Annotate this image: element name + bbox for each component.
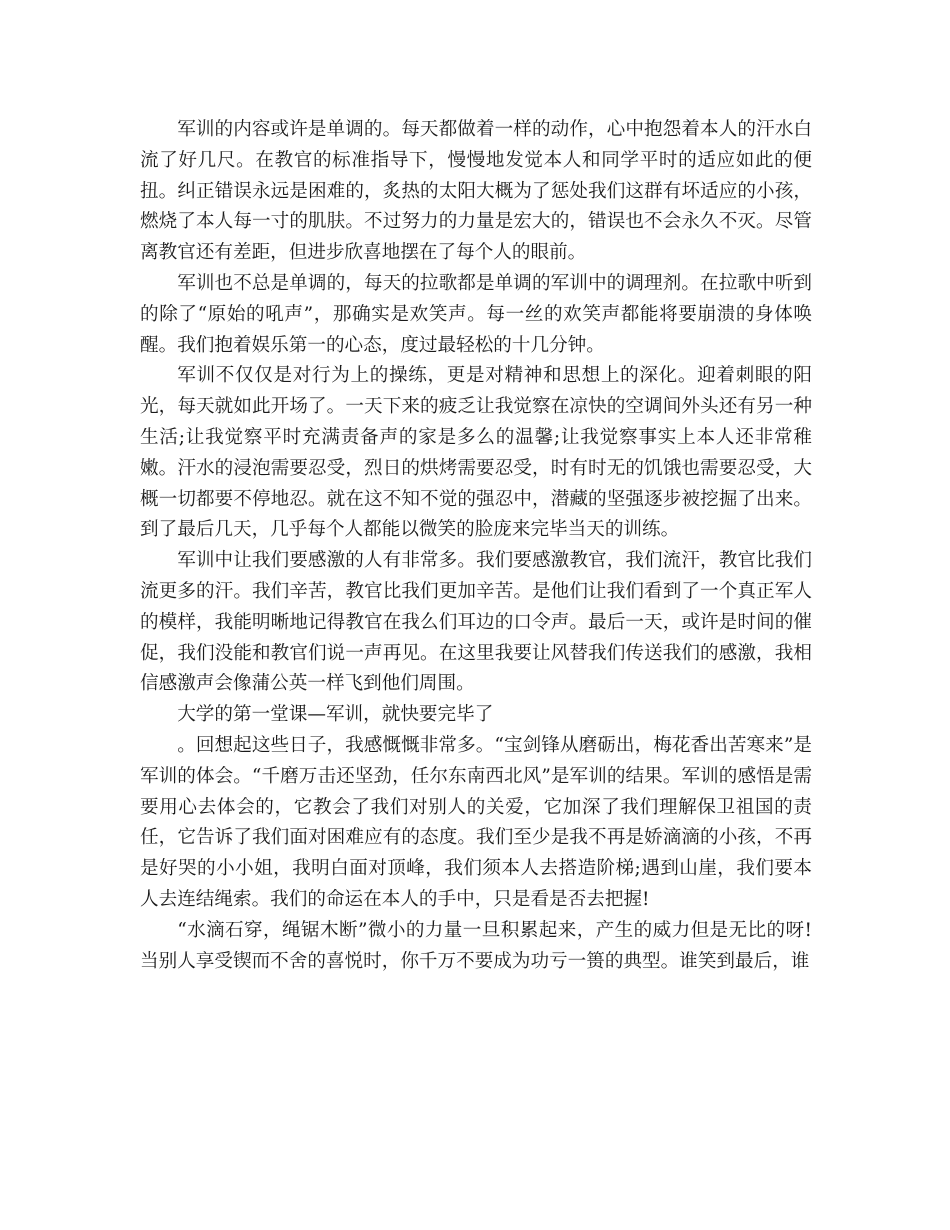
document-page	[140, 115, 812, 977]
paragraph-5: 大学的第一堂课—军训，就快要完毕了	[177, 704, 494, 726]
paragraph-6: 。回想起这些日子，我感慨慨非常多。“宝剑锋从磨砺出，梅花香出苦寒来”是军训的体会。“千磨万击还坚劲，任尔东南西北风”是军训的结果。军训的感悟是需要用心去体会的，它教会了我们对别人的关爱，它加深了我们理解保卫祖国的责任，它告诉了我们面对困难应有的态度。我们至少是我不再是娇滴滴的小孩，不再是好哭的小小姐，我明白面对顶峰，我们须本人去搭造阶梯;遇到山崖，我们要本人去连结绳索。我们的命运在本人的手中，只是看是否去把握!	[140, 734, 812, 910]
paragraph-4: 军训中让我们要感激的人有非常多。我们要感激教官，我们流汗，教官比我们流更多的汗。我们辛苦，教官比我们更加辛苦。是他们让我们看到了一个真正军人的模样，我能明晰地记得教官在我么们耳边的口令声。最后一天，或许是时间的催促，我们没能和教官们说一声再见。在这里我要让风替我们传送我们的感激，我相信感激声会像蒲公英一样飞到他们周围。	[140, 550, 812, 695]
paragraph-1: 军训的内容或许是单调的。每天都做着一样的动作，心中抱怨着本人的汗水白流了好几尺。在教官的标准指导下，慢慢地发觉本人和同学平时的适应如此的便扭。纠正错误永远是困难的，炙热的太阳大概为了惩处我们这群有坏适应的小孩，燃烧了本人每一寸的肌肤。不过努力的力量是宏大的，错误也不会永久不灭。尽管离教官还有差距，但进步欣喜地摆在了每个人的眼前。	[140, 119, 812, 264]
paragraph-2: 军训也不总是单调的，每天的拉歌都是单调的军训中的调理剂。在拉歌中听到的除了“原始的吼声”，那确实是欢笑声。每一丝的欢笑声都能将要崩溃的身体唤醒。我们抱着娱乐第一的心态，度过最轻松的十几分钟。	[140, 272, 812, 356]
paragraph-7: “水滴石穿，绳锯木断”微小的力量一旦积累起来，产生的威力但是无比的呀!当别人享受锲而不舍的喜悦时，你千万不要成为功亏一篑的典型。谁笑到最后，谁	[140, 919, 812, 972]
paragraph-3: 军训不仅仅是对行为上的操练，更是对精神和思想上的深化。迎着刺眼的阳光，每天就如此开场了。一天下来的疲乏让我觉察在凉快的空调间外头还有另一种生活;让我觉察平时充满责备声的家是多么的温馨;让我觉察事实上本人还非常稚嫩。汗水的浸泡需要忍受，烈日的烘烤需要忍受，时有时无的饥饿也需要忍受，大概一切都要不停地忍。就在这不知不觉的强忍中，潜藏的坚强逐步被挖掘了出来。到了最后几天，几乎每个人都能以微笑的脸庞来完毕当天的训练。	[140, 365, 812, 541]
